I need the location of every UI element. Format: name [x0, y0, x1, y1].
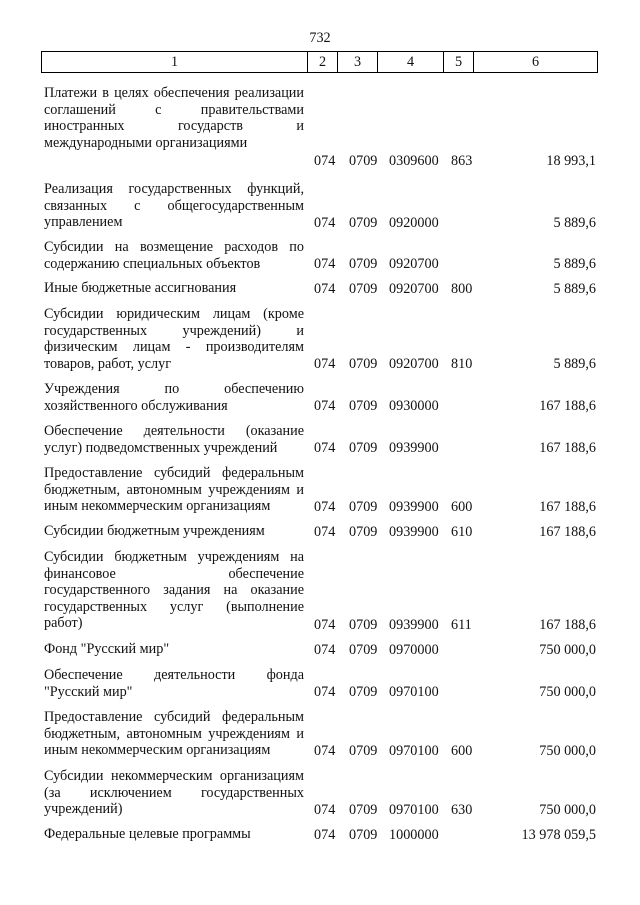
- row-amount: 167 188,6: [539, 397, 596, 414]
- row-amount: 167 188,6: [539, 439, 596, 456]
- row-expense-type: 600: [451, 742, 473, 759]
- row-amount: 5 889,6: [553, 280, 596, 297]
- row-section-code: 0709: [349, 523, 378, 540]
- row-target-code: 0920700: [389, 280, 439, 297]
- row-expense-type: 800: [451, 280, 473, 297]
- row-ministry-code: 074: [314, 683, 336, 700]
- row-expense-type: 610: [451, 523, 473, 540]
- row-name: Учреждения по обеспечению хозяйственного обслуживания: [44, 381, 304, 414]
- row-section-code: 0709: [349, 683, 378, 700]
- row-amount: 5 889,6: [553, 255, 596, 272]
- row-section-code: 0709: [349, 641, 378, 658]
- row-name: Обеспечение деятельности фонда "Русский мир": [44, 667, 304, 700]
- row-amount: 750 000,0: [539, 683, 596, 700]
- row-name: Фонд "Русский мир": [44, 641, 170, 657]
- row-amount: 750 000,0: [539, 742, 596, 759]
- table-row: [44, 667, 596, 700]
- row-expense-type: [451, 398, 481, 415]
- row-section-code: 0709: [349, 355, 378, 372]
- table-header: [41, 51, 598, 73]
- row-ministry-code: 074: [314, 280, 336, 297]
- row-target-code: 0930000: [389, 397, 439, 414]
- row-ministry-code: 074: [314, 826, 336, 843]
- row-amount: 167 188,6: [539, 498, 596, 515]
- row-name: Предоставление субсидий федеральным бюджетным, автономным учреждениям и иным некоммерческим организациям: [44, 709, 304, 758]
- row-name: Иные бюджетные ассигнования: [44, 280, 237, 296]
- row-section-code: 0709: [349, 280, 378, 297]
- table-row: [44, 306, 596, 372]
- row-expense-type: 810: [451, 355, 473, 372]
- row-ministry-code: 074: [314, 742, 336, 759]
- row-amount: 750 000,0: [539, 641, 596, 658]
- row-amount: 13 978 059,5: [521, 826, 596, 843]
- row-ministry-code: 074: [314, 801, 336, 818]
- row-section-code: 0709: [349, 152, 378, 169]
- row-name: Платежи в целях обеспечения реализации соглашений с правительствами иностранных государств и международными организациями: [44, 85, 304, 151]
- header-col-4: 4: [377, 52, 443, 72]
- header-col-5: 5: [443, 52, 473, 72]
- row-expense-type: [451, 684, 481, 701]
- table-row: [44, 549, 596, 633]
- row-section-code: 0709: [349, 616, 378, 633]
- row-expense-type: [451, 215, 481, 232]
- row-expense-type: [451, 642, 481, 659]
- row-target-code: 0970100: [389, 742, 439, 759]
- row-amount: 750 000,0: [539, 801, 596, 818]
- row-ministry-code: 074: [314, 439, 336, 456]
- row-target-code: 0939900: [389, 498, 439, 515]
- row-section-code: 0709: [349, 742, 378, 759]
- header-col-2: 2: [307, 52, 337, 72]
- row-ministry-code: 074: [314, 523, 336, 540]
- row-target-code: 0920700: [389, 255, 439, 272]
- row-section-code: 0709: [349, 498, 378, 515]
- table-row: [44, 826, 596, 843]
- row-expense-type: 600: [451, 498, 473, 515]
- row-section-code: 0709: [349, 439, 378, 456]
- table-row: [44, 280, 596, 297]
- row-amount: 18 993,1: [546, 152, 596, 169]
- row-target-code: 0970100: [389, 683, 439, 700]
- row-amount: 5 889,6: [553, 214, 596, 231]
- table-row: [44, 423, 596, 456]
- row-name: Предоставление субсидий федеральным бюджетным, автономным учреждениям и иным некоммерческим организациям: [44, 465, 304, 514]
- row-target-code: 0920000: [389, 214, 439, 231]
- table-row: [44, 709, 596, 759]
- table-row: [44, 381, 596, 414]
- row-ministry-code: 074: [314, 397, 336, 414]
- row-amount: 5 889,6: [553, 355, 596, 372]
- row-name: Реализация государственных функций, связанных с общегосударственным управлением: [44, 181, 304, 230]
- row-name: Федеральные целевые программы: [44, 826, 251, 842]
- row-section-code: 0709: [349, 826, 378, 843]
- row-amount: 167 188,6: [539, 616, 596, 633]
- row-ministry-code: 074: [314, 616, 336, 633]
- row-target-code: 0920700: [389, 355, 439, 372]
- row-name: Субсидии некоммерческим организациям (за исключением государственных учреждений): [44, 768, 304, 817]
- row-ministry-code: 074: [314, 641, 336, 658]
- row-target-code: 0970100: [389, 801, 439, 818]
- row-ministry-code: 074: [314, 255, 336, 272]
- header-col-1: 1: [170, 54, 179, 70]
- row-expense-type: 611: [451, 616, 472, 633]
- row-ministry-code: 074: [314, 214, 336, 231]
- row-section-code: 0709: [349, 801, 378, 818]
- row-ministry-code: 074: [314, 152, 336, 169]
- row-expense-type: [451, 256, 481, 273]
- row-section-code: 0709: [349, 214, 378, 231]
- row-target-code: 0970000: [389, 641, 439, 658]
- row-name: Субсидии бюджетным учреждениям: [44, 523, 265, 539]
- budget-table-body: [44, 85, 596, 843]
- row-target-code: 1000000: [389, 826, 439, 843]
- table-row: [44, 768, 596, 818]
- row-ministry-code: 074: [314, 355, 336, 372]
- table-row: [44, 181, 596, 231]
- row-ministry-code: 074: [314, 498, 336, 515]
- row-section-code: 0709: [349, 397, 378, 414]
- table-row: [44, 641, 596, 658]
- table-row: [44, 465, 596, 515]
- row-name: Субсидии юридическим лицам (кроме государственных учреждений) и физическим лицам - производителям товаров, работ, услуг: [44, 306, 304, 372]
- row-expense-type: [451, 440, 481, 457]
- table-row: [44, 239, 596, 272]
- page-number: 732: [309, 30, 331, 46]
- row-name: Субсидии бюджетным учреждениям на финансовое обеспечение государственного задания на оказание государственных услуг (выполнение работ): [44, 549, 304, 631]
- row-name: Обеспечение деятельности (оказание услуг) подведомственных учреждений: [44, 423, 304, 456]
- row-expense-type: [451, 827, 481, 844]
- row-expense-type: 863: [451, 152, 473, 169]
- row-target-code: 0939900: [389, 439, 439, 456]
- row-section-code: 0709: [349, 255, 378, 272]
- row-amount: 167 188,6: [539, 523, 596, 540]
- table-row: [44, 85, 596, 169]
- row-name: Субсидии на возмещение расходов по содержанию специальных объектов: [44, 239, 304, 272]
- header-col-6: 6: [473, 52, 597, 72]
- table-row: [44, 523, 596, 540]
- row-target-code: 0309600: [389, 152, 439, 169]
- row-target-code: 0939900: [389, 616, 439, 633]
- header-col-3: 3: [337, 52, 377, 72]
- row-expense-type: 630: [451, 801, 473, 818]
- row-target-code: 0939900: [389, 523, 439, 540]
